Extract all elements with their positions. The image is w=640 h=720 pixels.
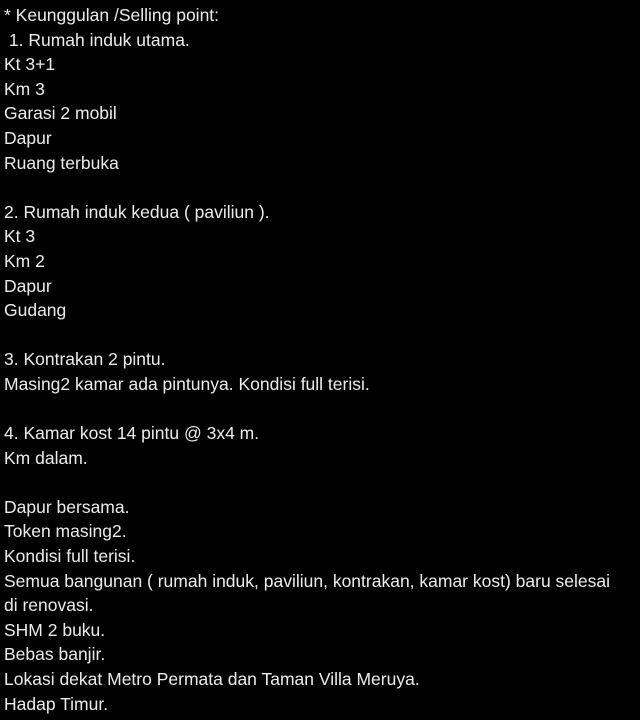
message-line: 4. Kamar kost 14 pintu @ 3x4 m. bbox=[4, 423, 260, 444]
blank-line bbox=[4, 175, 638, 200]
message-line: Kondisi full terisi. bbox=[4, 546, 136, 567]
message-text bbox=[4, 3, 638, 716]
message-line: Bebas banjir. bbox=[4, 644, 106, 665]
message-line: Hadap Timur. bbox=[4, 693, 109, 714]
message-line: SHM 2 buku. bbox=[4, 619, 106, 640]
message-line: Semua bangunan ( rumah induk, paviliun, kontrakan, kamar kost) baru selesai bbox=[4, 570, 611, 591]
blank-line bbox=[4, 470, 638, 495]
blank-line bbox=[4, 323, 638, 348]
message-line: Dapur bersama. bbox=[4, 496, 130, 517]
message-line: Km 2 bbox=[4, 250, 45, 271]
message-line: Token masing2. bbox=[4, 521, 127, 542]
message-line: Kt 3 bbox=[4, 226, 36, 247]
message-line: 1. Rumah induk utama. bbox=[4, 29, 190, 50]
message-line: Ruang terbuka bbox=[4, 152, 119, 173]
message-line: 2. Rumah induk kedua ( paviliun ). bbox=[4, 201, 270, 222]
message-line: di renovasi. bbox=[4, 595, 94, 616]
message-line: Lokasi dekat Metro Permata dan Taman Villa Meruya. bbox=[4, 669, 420, 690]
blank-line bbox=[4, 397, 638, 422]
message-line: Km 3 bbox=[4, 78, 45, 99]
message-line: Masing2 kamar ada pintunya. Kondisi full terisi. bbox=[4, 373, 370, 394]
message-line: * Keunggulan /Selling point: bbox=[4, 5, 220, 25]
message-line: Garasi 2 mobil bbox=[4, 103, 117, 124]
message-line: Km dalam. bbox=[4, 447, 88, 468]
message-line: 3. Kontrakan 2 pintu. bbox=[4, 349, 166, 370]
message-line: Dapur bbox=[4, 127, 52, 148]
message-line: Dapur bbox=[4, 275, 52, 296]
message-line: Gudang bbox=[4, 300, 67, 321]
message-line: Kt 3+1 bbox=[4, 54, 56, 75]
